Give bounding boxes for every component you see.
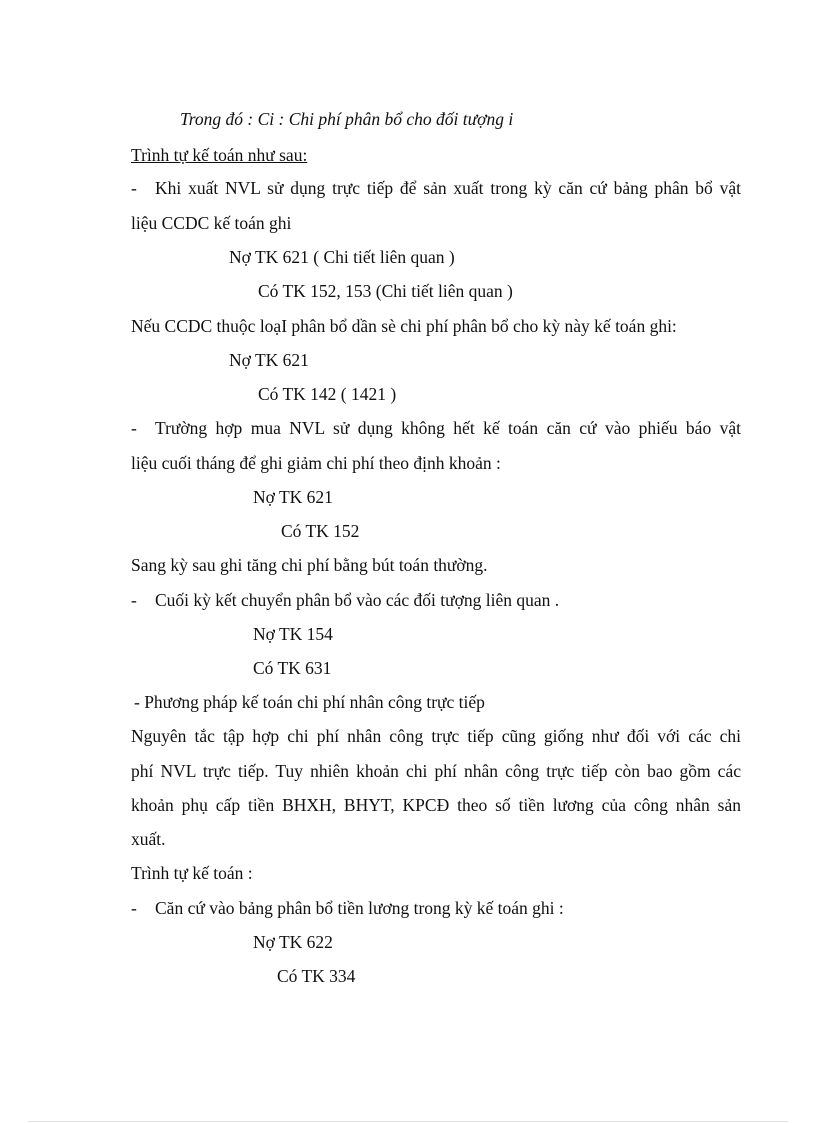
bullet-line: - Cuối kỳ kết chuyển phân bổ vào các đối tượng liên quan . <box>131 590 560 610</box>
credit-entry: Có TK 142 ( 1421 ) <box>258 384 397 404</box>
bullet-line: - Căn cứ vào bảng phân bổ tiền lương trong kỳ kế toán ghi : <box>131 898 564 918</box>
paragraph-line: Nếu CCDC thuộc loạI phân bổ dần sè chi phí phân bổ cho kỳ này kế toán ghi: <box>131 316 677 336</box>
debit-entry: Nợ TK 154 <box>253 624 333 644</box>
debit-entry: Nợ TK 621 <box>229 350 309 370</box>
debit-entry: Nợ TK 621 ( Chi tiết liên quan ) <box>229 247 455 267</box>
bullet-line: - Trường hợp mua NVL sử dụng không hết kế toán căn cứ vào phiếu báo vật <box>131 418 741 438</box>
paragraph-line: liệu CCDC kế toán ghi <box>131 213 292 233</box>
credit-entry: Có TK 152, 153 (Chi tiết liên quan ) <box>258 281 513 301</box>
paragraph-line: Nguyên tắc tập hợp chi phí nhân công trực tiếp cũng giống như đối với các chi <box>131 726 741 746</box>
section-heading: Trình tự kế toán như sau: <box>131 145 308 165</box>
subsection-heading: - Phương pháp kế toán chi phí nhân công trực tiếp <box>134 692 485 712</box>
paragraph-line: xuất. <box>131 829 166 849</box>
section-heading: Trình tự kế toán : <box>131 863 253 883</box>
page-bottom-rule <box>28 1121 788 1122</box>
credit-entry: Có TK 152 <box>281 521 360 541</box>
paragraph-line: Sang kỳ sau ghi tăng chi phí bằng bút toán thường. <box>131 555 488 575</box>
paragraph-line: phí NVL trực tiếp. Tuy nhiên khoản chi phí nhân công trực tiếp còn bao gồm các <box>131 761 741 781</box>
credit-entry: Có TK 631 <box>253 658 332 678</box>
debit-entry: Nợ TK 622 <box>253 932 333 952</box>
credit-entry: Có TK 334 <box>277 966 356 986</box>
paragraph-line: liệu cuối tháng để ghi giảm chi phí theo định khoản : <box>131 453 501 473</box>
debit-entry: Nợ TK 621 <box>253 487 333 507</box>
formula-note: Trong đó : Ci : Chi phí phân bổ cho đối tượng i <box>180 109 514 129</box>
bullet-line: - Khi xuất NVL sử dụng trực tiếp để sản xuất trong kỳ căn cứ bảng phân bổ vật <box>131 178 741 198</box>
paragraph-line: khoản phụ cấp tiền BHXH, BHYT, KPCĐ theo số tiền lương của công nhân sản <box>131 795 741 815</box>
